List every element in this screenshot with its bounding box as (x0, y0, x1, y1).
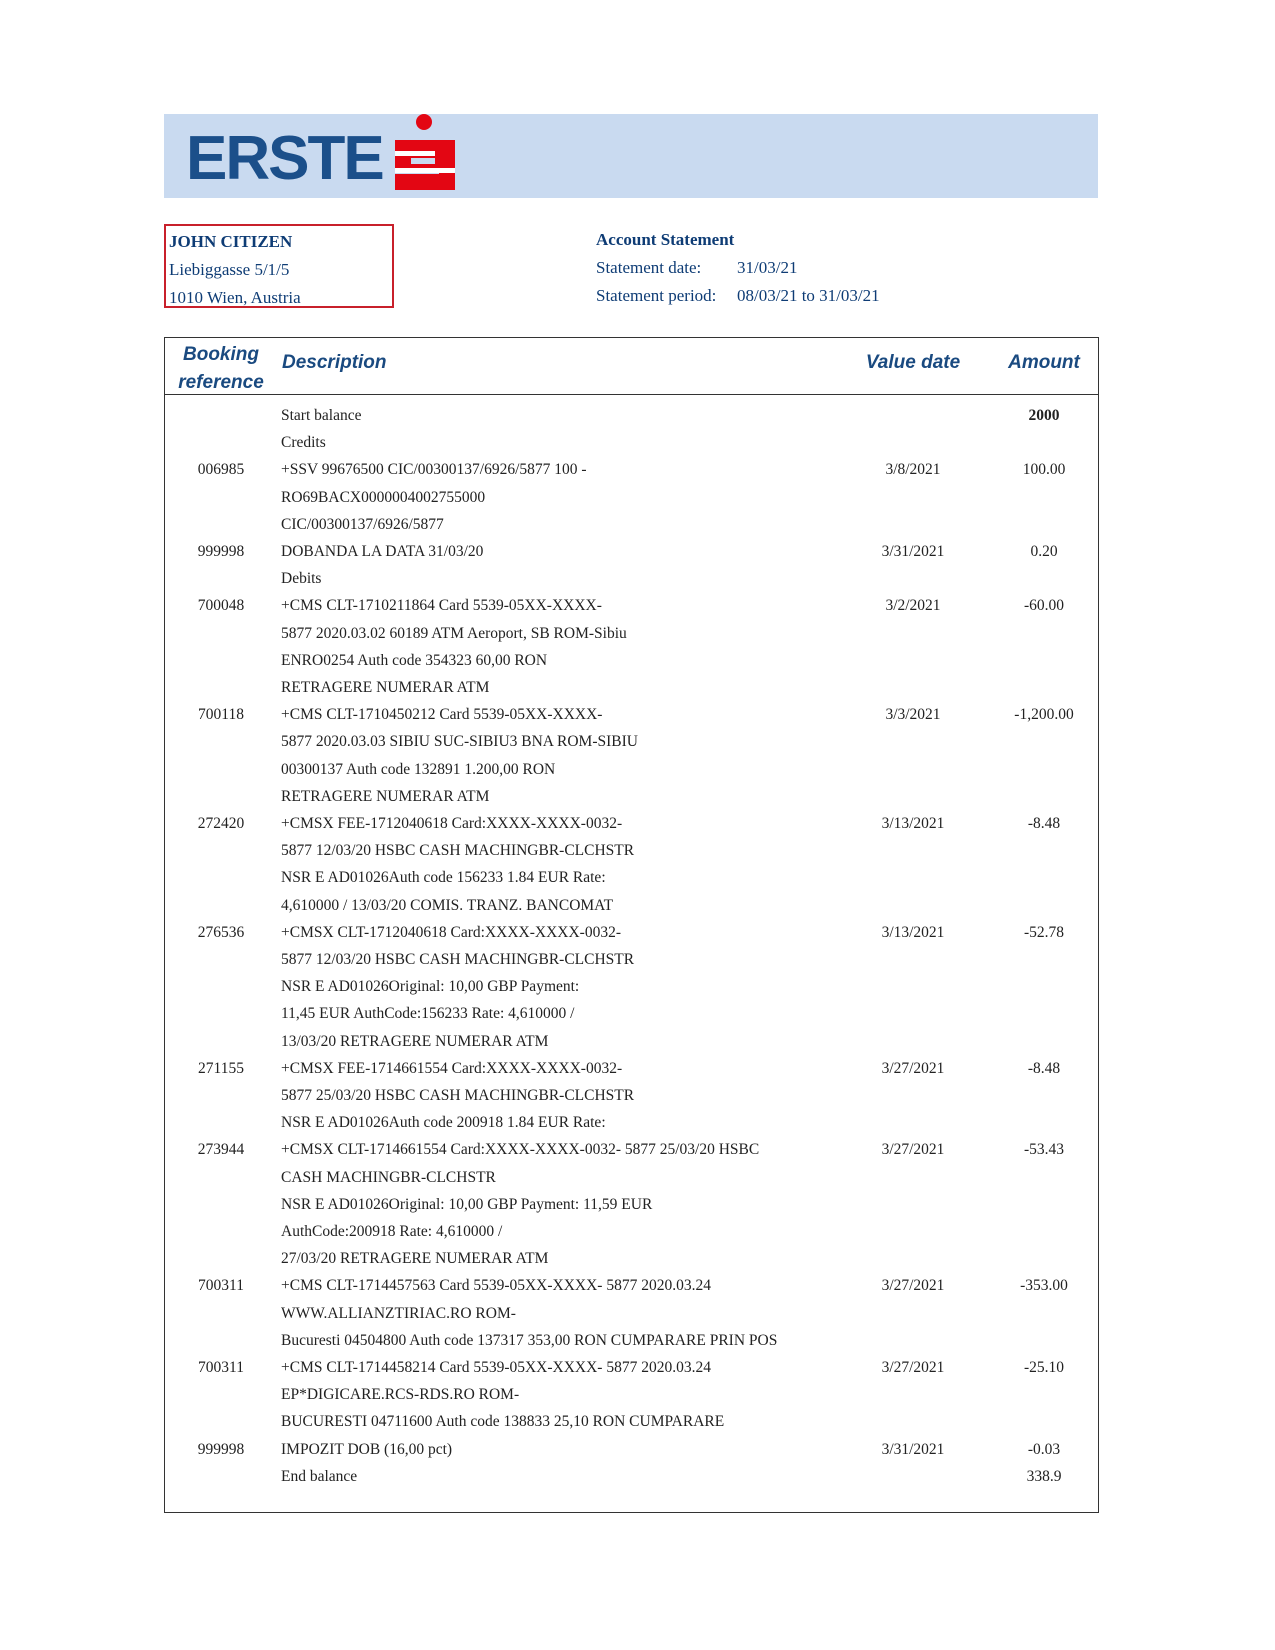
amount-cell: -1,200.00 (1014, 706, 1074, 724)
amount-cell: -52.78 (1023, 923, 1065, 941)
value-date-cell (853, 1300, 973, 1328)
amount-cell (991, 565, 1097, 593)
value-date-cell (853, 674, 973, 702)
amount-cell (991, 973, 1097, 1001)
value-date-cell: 3/27/2021 (881, 1141, 945, 1159)
value-date-cell (853, 1191, 973, 1219)
header-description: Description (282, 352, 387, 373)
description-cell: End balance (281, 1467, 358, 1485)
amount-cell (991, 674, 1097, 702)
booking-ref-cell (165, 783, 277, 811)
value-date-cell (853, 728, 973, 756)
description-cell: RETRAGERE NUMERAR ATM (281, 679, 490, 696)
booking-ref-cell: 271155 (198, 1059, 244, 1077)
header-booking-reference (165, 341, 277, 397)
amount-cell (991, 1000, 1097, 1028)
amount-cell (991, 864, 1097, 892)
amount-cell (991, 1109, 1097, 1137)
amount-cell (991, 946, 1097, 974)
header-amount: Amount (1008, 352, 1080, 373)
booking-ref-cell: 700118 (198, 706, 244, 724)
description-cell: 5877 25/03/20 HSBC CASH MACHINGBR-CLCHSTR (281, 1087, 635, 1104)
booking-ref-cell (165, 1381, 277, 1409)
value-date-cell (853, 565, 973, 593)
booking-ref-cell (165, 1000, 277, 1028)
booking-ref-cell: 006985 (197, 461, 245, 479)
amount-cell (991, 484, 1097, 512)
description-cell: IMPOZIT DOB (16,00 pct) (281, 1440, 453, 1458)
booking-ref-cell (165, 484, 277, 512)
description-cell: CASH MACHINGBR-CLCHSTR (281, 1168, 496, 1186)
statement-info (596, 226, 880, 310)
booking-ref-cell (165, 1327, 277, 1355)
booking-ref-cell (165, 728, 277, 756)
amount-cell: -0.03 (1027, 1440, 1061, 1458)
value-date-cell: 3/2/2021 (885, 597, 941, 615)
booking-ref-cell (165, 565, 277, 593)
customer-name: JOHN CITIZEN (169, 232, 293, 251)
amount-cell (991, 1408, 1097, 1436)
description-cell: NSR E AD01026Original: 10,00 GBP Payment: 11,59 EUR (281, 1195, 653, 1213)
booking-ref-cell (165, 674, 277, 702)
sparkasse-s-icon (389, 114, 459, 198)
amount-cell (991, 728, 1097, 756)
header-banner (164, 114, 1098, 198)
amount-cell: 100.00 (1022, 461, 1066, 479)
amount-cell (991, 892, 1097, 920)
booking-ref-cell (165, 892, 277, 920)
table-header (165, 338, 1098, 395)
description-cell: DOBANDA LA DATA 31/03/20 (281, 543, 484, 560)
amount-cell (991, 511, 1097, 539)
value-date-cell (853, 511, 973, 539)
amount-cell (991, 1082, 1097, 1110)
description-cell: 11,45 EUR AuthCode:156233 Rate: 4,610000 / (281, 1005, 575, 1023)
booking-ref-cell (165, 1028, 277, 1056)
amount-cell (991, 620, 1097, 648)
description-cell: 5877 12/03/20 HSBC CASH MACHINGBR-CLCHSTR (281, 842, 635, 860)
amount-cell: -8.48 (1027, 1059, 1061, 1077)
description-cell: +CMS CLT-1710211864 Card 5539-05XX-XXXX- (281, 597, 602, 615)
amount-cell (991, 1300, 1097, 1328)
booking-ref-cell (165, 1109, 277, 1137)
value-date-cell (853, 864, 973, 892)
description-cell: +CMS CLT-1710450212 Card 5539-05XX-XXXX- (281, 706, 603, 724)
value-date-cell (853, 1000, 973, 1028)
amount-cell (991, 1245, 1097, 1273)
value-date-cell (853, 1327, 973, 1355)
booking-ref-cell (165, 864, 277, 892)
value-date-cell: 3/27/2021 (881, 1359, 945, 1376)
booking-ref-cell: 999998 (197, 1440, 245, 1458)
booking-ref-cell (165, 756, 277, 784)
amount-cell (991, 1218, 1097, 1246)
booking-ref-cell (165, 946, 277, 974)
value-date-cell (853, 402, 973, 430)
value-date-cell (853, 1408, 973, 1436)
booking-ref-cell: 700048 (197, 597, 245, 615)
description-cell: +CMSX CLT-1712040618 Card:XXXX-XXXX-0032- (281, 923, 621, 941)
booking-ref-cell (165, 1245, 277, 1273)
description-cell: 4,610000 / 13/03/20 COMIS. TRANZ. BANCOMAT (281, 896, 614, 914)
transactions-table (164, 337, 1099, 1513)
booking-ref-cell (165, 647, 277, 675)
amount-cell: -8.48 (1027, 815, 1061, 832)
statement-period-label: Statement period: (596, 286, 717, 305)
value-date-cell: 3/13/2021 (881, 815, 945, 832)
amount-cell: -25.10 (1023, 1359, 1065, 1376)
booking-ref-cell (165, 1218, 277, 1246)
description-cell: EP*DIGICARE.RCS-RDS.RO ROM- (281, 1386, 520, 1404)
customer-address-box (164, 224, 394, 308)
description-cell: WWW.ALLIANZTIRIAC.RO ROM- (281, 1304, 516, 1322)
description-cell: +CMSX FEE-1712040618 Card:XXXX-XXXX-0032- (281, 815, 623, 832)
description-cell: +CMS CLT-1714458214 Card 5539-05XX-XXXX- 5877 2020.03.24 (281, 1359, 711, 1376)
booking-ref-cell: 276536 (197, 923, 245, 941)
value-date-cell: 3/3/2021 (885, 706, 941, 724)
amount-cell (991, 783, 1097, 811)
value-date-cell (853, 484, 973, 512)
booking-ref-cell (165, 1191, 277, 1219)
statement-period-value: 08/03/21 to 31/03/21 (737, 286, 880, 305)
value-date-cell (853, 1245, 973, 1273)
description-cell: +CMS CLT-1714457563 Card 5539-05XX-XXXX- 5877 2020.03.24 (281, 1277, 711, 1295)
description-cell: RO69BACX0000004002755000 (281, 488, 486, 506)
value-date-cell: 3/31/2021 (881, 1440, 945, 1458)
customer-address-line1: Liebiggasse 5/1/5 (169, 260, 290, 279)
booking-ref-cell (165, 1300, 277, 1328)
value-date-cell (853, 647, 973, 675)
erste-logo (186, 114, 459, 198)
value-date-cell (853, 783, 973, 811)
value-date-cell (853, 1082, 973, 1110)
amount-cell (991, 1028, 1097, 1056)
value-date-cell (853, 1218, 973, 1246)
booking-ref-cell (165, 1164, 277, 1192)
description-cell: 5877 12/03/20 HSBC CASH MACHINGBR-CLCHSTR (281, 951, 635, 968)
booking-ref-cell: 700311 (198, 1277, 244, 1295)
booking-ref-cell (165, 620, 277, 648)
booking-ref-cell (165, 837, 277, 865)
description-cell: CIC/00300137/6926/5877 (281, 515, 444, 533)
amount-cell: 0.20 (1030, 543, 1058, 560)
statement-date-value: 31/03/21 (737, 258, 798, 277)
value-date-cell (853, 837, 973, 865)
value-date-cell (853, 1109, 973, 1137)
value-date-cell (853, 429, 973, 457)
booking-ref-cell (165, 511, 277, 539)
booking-ref-cell (165, 429, 277, 457)
value-date-cell (853, 620, 973, 648)
header-ref-line2: reference (178, 372, 264, 393)
description-cell: +CMSX FEE-1714661554 Card:XXXX-XXXX-0032- (281, 1059, 623, 1077)
value-date-cell (853, 1463, 973, 1491)
statement-title: Account Statement (596, 230, 735, 249)
amount-cell (991, 1191, 1097, 1219)
booking-ref-cell: 700311 (198, 1359, 244, 1376)
value-date-cell: 3/31/2021 (881, 543, 945, 560)
value-date-cell (853, 1164, 973, 1192)
booking-ref-cell (165, 1082, 277, 1110)
description-cell: 5877 2020.03.03 SIBIU SUC-SIBIU3 BNA ROM-SIBIU (281, 733, 638, 751)
value-date-cell: 3/8/2021 (885, 461, 941, 479)
amount-cell (991, 1164, 1097, 1192)
description-cell: Bucuresti 04504800 Auth code 137317 353,00 RON CUMPARARE PRIN POS (281, 1331, 778, 1349)
value-date-cell (853, 946, 973, 974)
booking-ref-cell: 999998 (197, 543, 245, 560)
amount-cell (991, 429, 1097, 457)
description-cell: NSR E AD01026Auth code 200918 1.84 EUR Rate: (281, 1114, 606, 1132)
value-date-cell: 3/27/2021 (881, 1277, 945, 1295)
description-cell: 27/03/20 RETRAGERE NUMERAR ATM (281, 1250, 549, 1268)
booking-ref-cell (165, 1408, 277, 1436)
booking-ref-cell (165, 973, 277, 1001)
value-date-cell: 3/27/2021 (881, 1059, 945, 1077)
booking-ref-cell: 272420 (197, 815, 245, 832)
value-date-cell (853, 1381, 973, 1409)
description-cell: 13/03/20 RETRAGERE NUMERAR ATM (281, 1032, 549, 1050)
description-cell: 5877 2020.03.02 60189 ATM Aeroport, SB ROM-Sibiu (281, 624, 627, 642)
amount-cell: 338.9 (1026, 1467, 1062, 1485)
description-cell: Start balance (281, 407, 362, 424)
amount-cell (991, 837, 1097, 865)
statement-date-label: Statement date: (596, 258, 702, 277)
value-date-cell (853, 973, 973, 1001)
logo-wordmark: ERSTE (186, 124, 383, 193)
description-cell: Credits (281, 434, 326, 452)
description-cell: NSR E AD01026Auth code 156233 1.84 EUR Rate: (281, 869, 606, 887)
customer-address-line2: 1010 Wien, Austria (169, 288, 301, 307)
amount-cell: -53.43 (1023, 1141, 1065, 1159)
amount-cell (991, 1327, 1097, 1355)
amount-cell: 2000 (1028, 407, 1060, 424)
booking-ref-cell (165, 402, 277, 430)
amount-cell (991, 1381, 1097, 1409)
value-date-cell (853, 1028, 973, 1056)
description-cell: 00300137 Auth code 132891 1.200,00 RON (281, 760, 556, 778)
description-cell: NSR E AD01026Original: 10,00 GBP Payment: (281, 978, 580, 996)
value-date-cell (853, 892, 973, 920)
description-cell: AuthCode:200918 Rate: 4,610000 / (281, 1223, 503, 1240)
booking-ref-cell: 273944 (197, 1141, 245, 1159)
amount-cell: -60.00 (1023, 597, 1065, 615)
header-value-date: Value date (865, 352, 961, 373)
amount-cell: -353.00 (1020, 1277, 1068, 1295)
amount-cell (991, 647, 1097, 675)
value-date-cell: 3/13/2021 (881, 923, 945, 941)
value-date-cell (853, 756, 973, 784)
description-cell: +SSV 99676500 CIC/00300137/6926/5877 100 - (281, 461, 587, 479)
description-cell: Debits (281, 570, 322, 588)
header-ref-line1: Booking (183, 344, 259, 365)
amount-cell (991, 756, 1097, 784)
booking-ref-cell (165, 1463, 277, 1491)
description-cell: BUCURESTI 04711600 Auth code 138833 25,10 RON CUMPARARE (281, 1413, 725, 1431)
description-cell: +CMSX CLT-1714661554 Card:XXXX-XXXX-0032- 5877 25/03/20 HSBC (281, 1141, 760, 1159)
description-cell: RETRAGERE NUMERAR ATM (281, 787, 490, 805)
description-cell: ENRO0254 Auth code 354323 60,00 RON (281, 651, 548, 669)
